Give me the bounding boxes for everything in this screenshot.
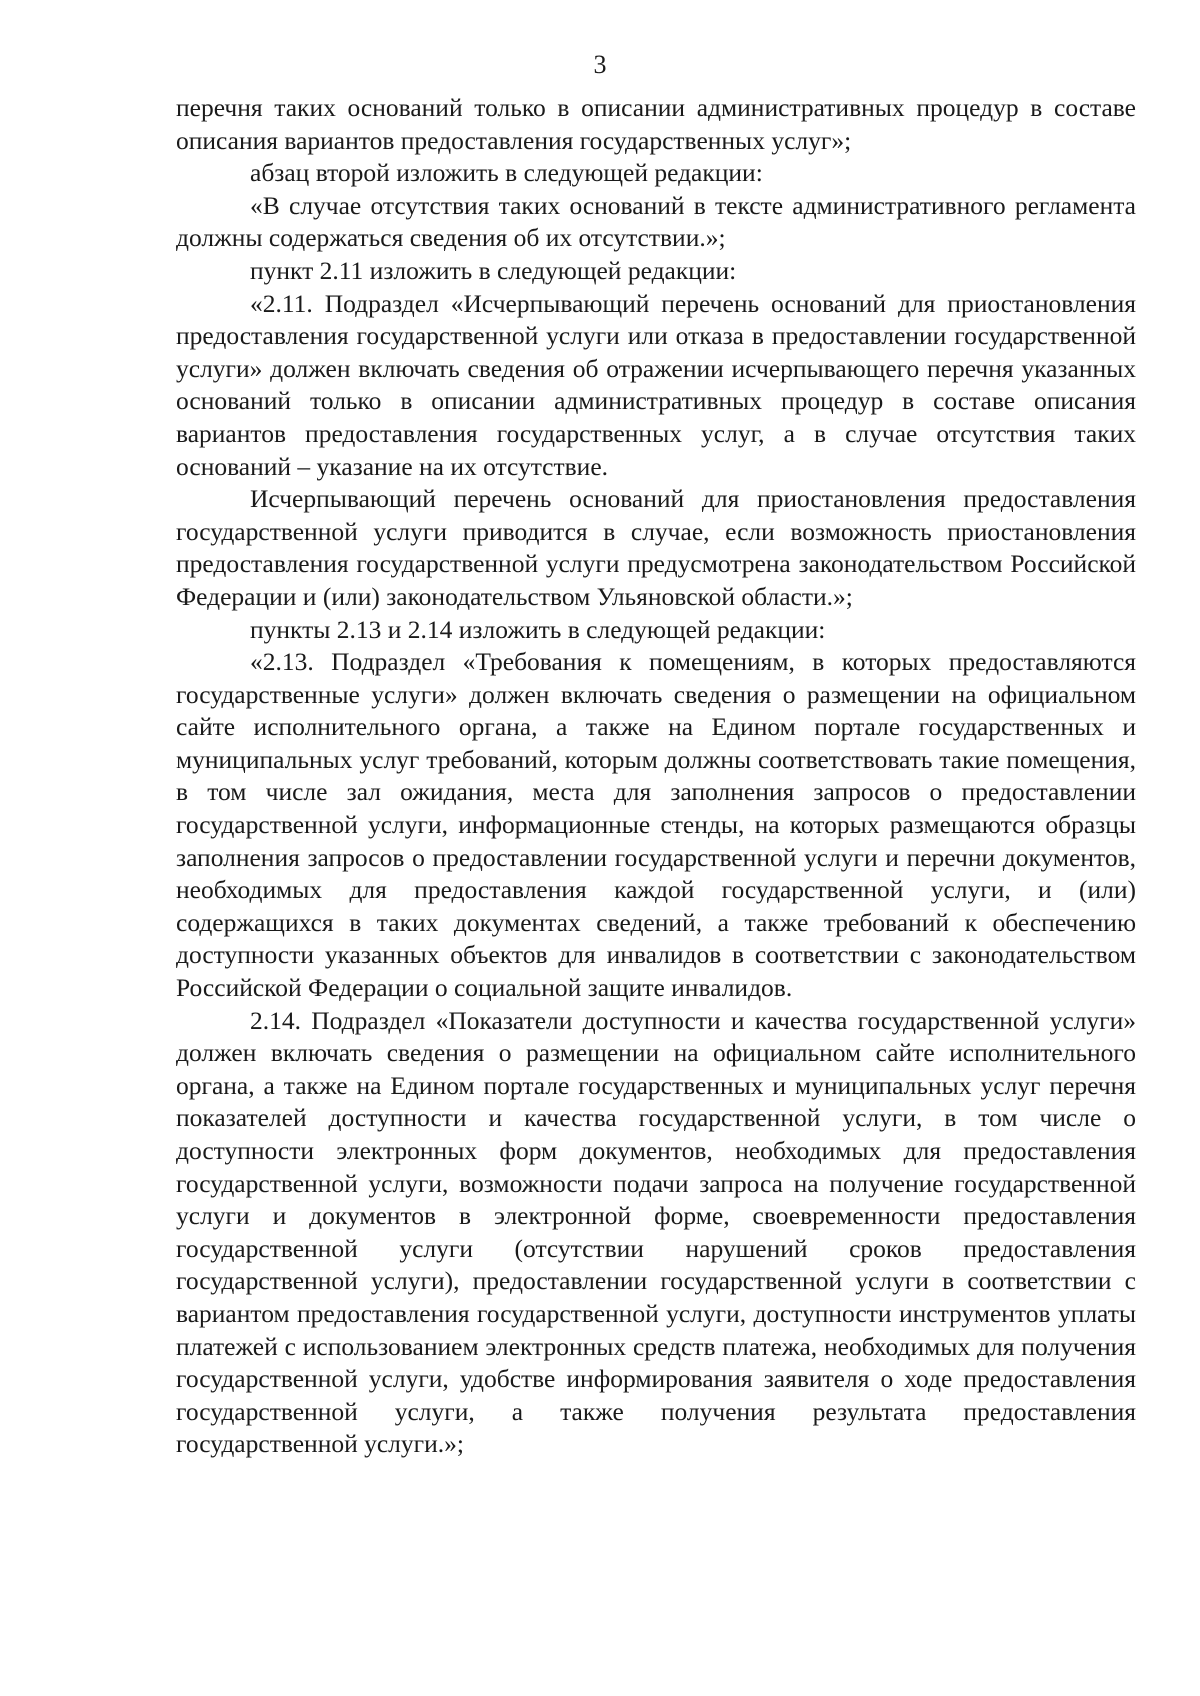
page-number: 3 (593, 50, 607, 79)
paragraph: пункты 2.13 и 2.14 изложить в следующей редакции: (250, 614, 826, 644)
paragraph: Исчерпывающий перечень оснований для приостановления предоставления государственной услуги приводится в случае, если возможность приостановления предоставления государственной услуги предусмотрена законодательством Российской Федерации и (или) законодательством Ульяновской области.»; (176, 484, 1136, 611)
paragraph: «2.11. Подраздел «Исчерпывающий перечень оснований для приостановления предоставления государственной услуги или отказа в предоставлении государственной услуги» должен включать сведения об отражении исчерпывающего перечня указанных оснований только в описании административных процедур в составе описания вариантов предоставления государственных услуг, а в случае отсутствия таких оснований – указание на их отсутствие. (176, 288, 1136, 481)
paragraph: абзац второй изложить в следующей редакции: (250, 158, 763, 188)
paragraph: «2.13. Подраздел «Требования к помещениям, в которых предоставляются государственные услуги» должен включать сведения о размещении на официальном сайте исполнительного органа, а также на Едином портале государственных и муниципальных услуг требований, которым должны соответствовать такие помещения, в том числе зал ожидания, места для заполнения запросов о предоставлении государственной услуги, информационные стенды, на которых размещаются образцы заполнения запросов о предоставлении государственной услуги и перечни документов, необходимых для предоставления каждой государственной услуги, и (или) содержащихся в таких документах сведений, а также требований к обеспечению доступности указанных объектов для инвалидов в соответствии с законодательством Российской Федерации о социальной защите инвалидов. (176, 647, 1136, 1003)
paragraph: перечня таких оснований только в описании административных процедур в составе описания вариантов предоставления государственных услуг»; (176, 93, 1136, 155)
paragraph: пункт 2.11 изложить в следующей редакции: (250, 255, 737, 285)
paragraph: «В случае отсутствия таких оснований в тексте административного регламента должны содержаться сведения об их отсутствии.»; (176, 190, 1136, 253)
paragraph: 2.14. Подраздел «Показатели доступности и качества государственной услуги» должен включать сведения о размещении на официальном сайте исполнительного органа, а также на Едином портале государственных и муниципальных услуг перечня показателей доступности и качества государственной услуги, в том числе о доступности электронных форм документов, необходимых для предоставления государственной услуги, возможности подачи запроса на получение государственной услуги и документов в электронной форме, своевременности предоставления государственной услуги (отсутствии нарушений сроков предоставления государственной услуги), предоставлении государственной услуги в соответствии с вариантом предоставления государственной услуги, доступности инструментов уплаты платежей с использованием электронных средств платежа, необходимых для получения государственной услуги, удобстве информирования заявителя о ходе предоставления государственной услуги, а также получения результата предоставления государственной услуги.»; (176, 1005, 1136, 1459)
document-body (176, 92, 1136, 1461)
